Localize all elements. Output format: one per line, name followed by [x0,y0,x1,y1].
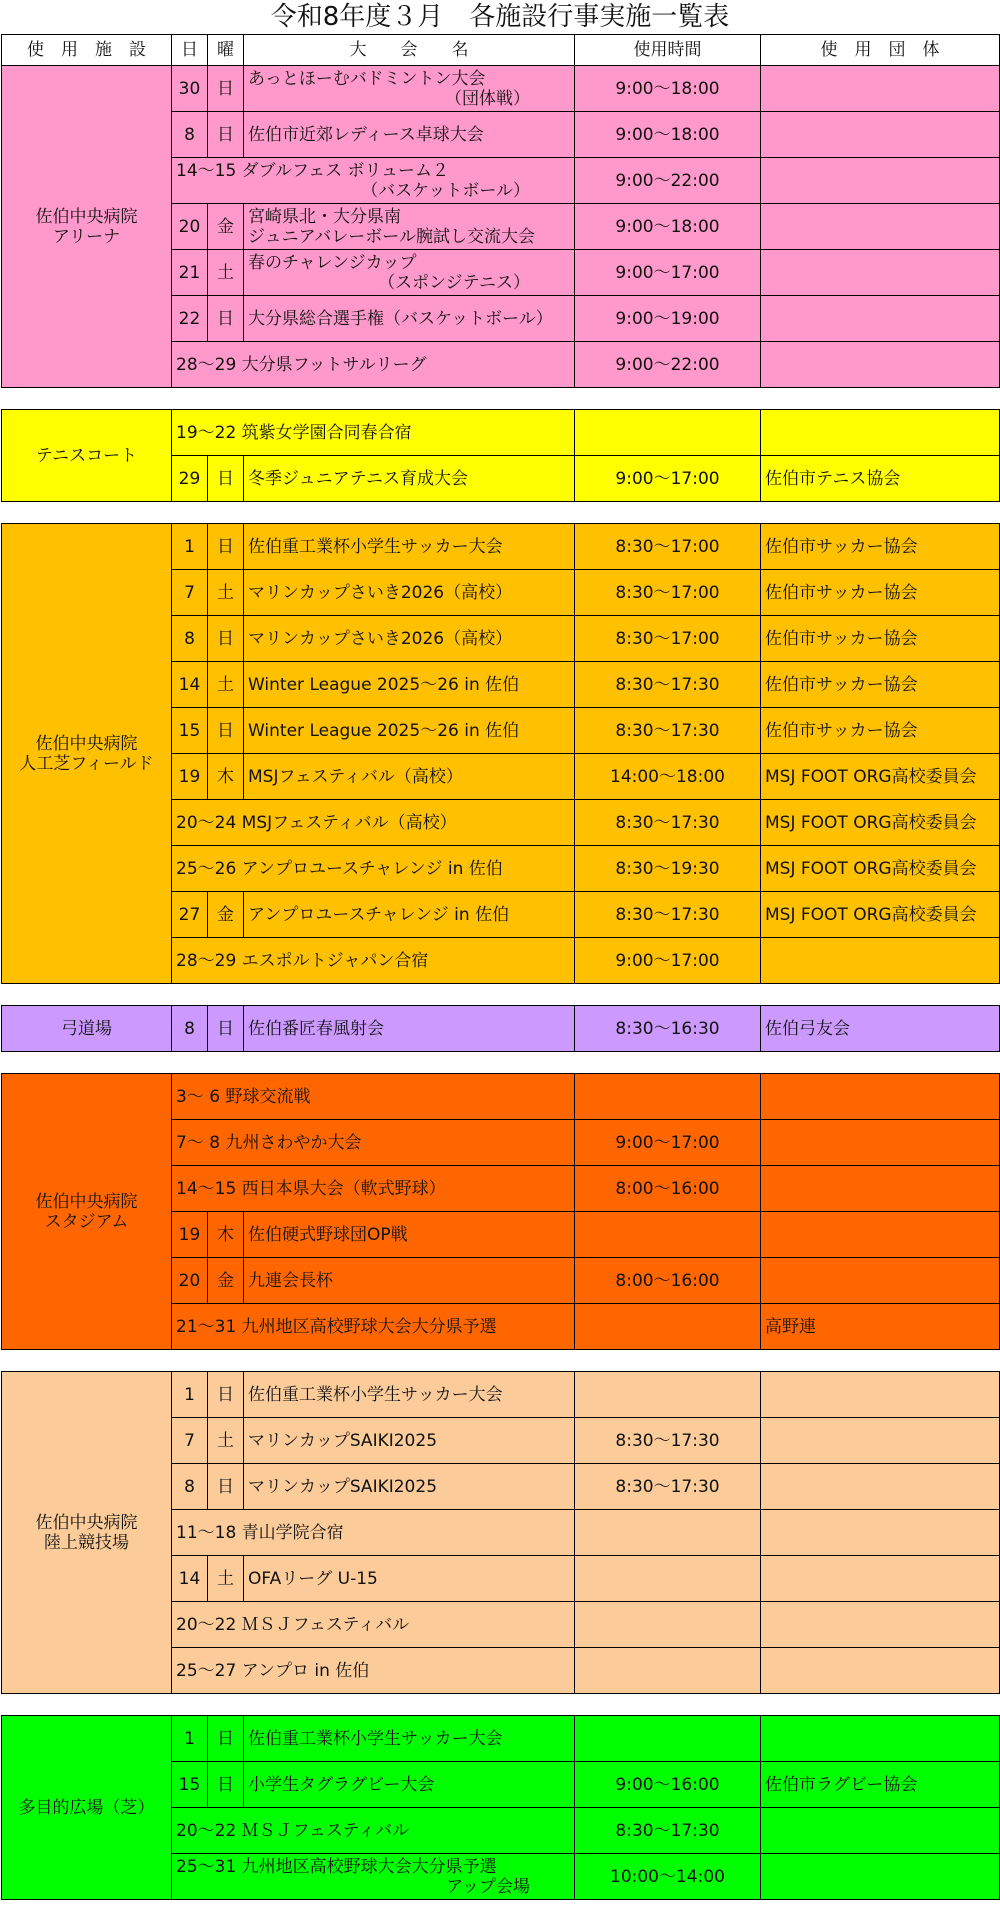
day-cell: 8 [172,1464,208,1510]
time-cell: 9:00～22:00 [575,158,761,204]
event-cell [244,570,575,616]
event-name: Winter League 2025～26 in 佐伯 [248,674,520,695]
event-cell [244,456,575,502]
event-cell [244,1762,575,1808]
weekday-cell: 日 [208,708,244,754]
org-cell: 佐伯市サッカー協会 [761,616,1000,662]
event-name: 九連会長杯 [248,1270,333,1291]
day-cell: 22 [172,296,208,342]
section-gap [2,502,1000,524]
event-name: 春のチャレンジカップ [248,252,417,273]
day-cell: 27 [172,892,208,938]
date-event-line [176,951,570,971]
day-cell: 1 [172,1716,208,1762]
weekday-cell: 日 [208,616,244,662]
table-row [2,1074,1000,1120]
event-name: OFAリーグ U-15 [248,1568,378,1589]
header-day: 日 [172,35,208,66]
facility-line: 弓道場 [61,1018,112,1039]
day-cell: 7 [172,570,208,616]
weekday-cell: 木 [208,754,244,800]
time-cell: 9:00～22:00 [575,342,761,388]
event-cell [244,1716,575,1762]
page-title: 令和8年度３月 各施設行事実施一覧表 [270,2,730,32]
time-cell: 9:00～16:00 [575,1762,761,1808]
org-cell [761,1120,1000,1166]
day-cell: 19 [172,1212,208,1258]
time-cell [575,1510,761,1556]
day-cell: 1 [172,1372,208,1418]
time-cell: 9:00～18:00 [575,204,761,250]
org-cell [761,1464,1000,1510]
event-cell [244,1464,575,1510]
facility-line: 佐伯中央病院 [35,1191,138,1212]
date-event-line [176,1661,570,1681]
date-event-line [176,161,570,181]
date-event-cell [172,1510,575,1556]
weekday-cell: 日 [208,456,244,502]
event-cell [244,708,575,754]
event-name-line2: （スポンジテニス） [378,272,530,293]
facility-line: アリーナ [52,226,121,247]
time-cell [575,1372,761,1418]
table-row [2,524,1000,570]
org-cell: MSJ FOOT ORG高校委員会 [761,754,1000,800]
event-name-line2: ジュニアバレーボール腕試し交流大会 [248,226,535,247]
day-cell: 15 [172,1762,208,1808]
day-range: 3～ 6 [176,1086,221,1107]
org-cell: 佐伯市ラグビー協会 [761,1762,1000,1808]
event-name: MSJフェスティバル（高校） [241,812,457,833]
org-cell [761,1074,1000,1120]
time-cell: 8:30～17:30 [575,1808,761,1854]
day-range: 20～22 [176,1820,237,1841]
org-cell: MSJ FOOT ORG高校委員会 [761,846,1000,892]
org-cell: MSJ FOOT ORG高校委員会 [761,892,1000,938]
table-row [2,1372,1000,1418]
time-cell [575,410,761,456]
day-range: 20～24 [176,812,237,833]
event-name: 佐伯重工業杯小学生サッカー大会 [248,1384,503,1405]
facility-line: 佐伯中央病院 [35,206,138,227]
event-cell [244,204,575,250]
time-cell: 9:00～17:00 [575,250,761,296]
date-event-cell [172,410,575,456]
time-cell: 8:30～17:30 [575,800,761,846]
date-event-line [176,1857,570,1877]
event-name-line2: （団体戦） [445,88,530,109]
day-cell: 14 [172,1556,208,1602]
org-cell: MSJ FOOT ORG高校委員会 [761,800,1000,846]
gap-cell [2,1350,1000,1372]
facility-name-kyudo [2,1006,172,1052]
time-cell [575,1212,761,1258]
event-name: マリンカップSAIKI2025 [248,1476,438,1497]
weekday-cell: 土 [208,570,244,616]
time-cell: 8:30～17:00 [575,570,761,616]
org-cell [761,296,1000,342]
weekday-cell: 金 [208,204,244,250]
date-event-cell [172,1304,575,1350]
time-cell: 8:00～16:00 [575,1166,761,1212]
time-cell: 8:30～17:30 [575,708,761,754]
date-event-cell [172,1808,575,1854]
org-cell: 佐伯市テニス協会 [761,456,1000,502]
section-gap [2,1350,1000,1372]
day-cell: 8 [172,112,208,158]
gap-cell [2,1694,1000,1716]
event-name: 野球交流戦 [225,1086,311,1107]
event-name: 佐伯硬式野球団OP戦 [248,1224,408,1245]
header-facility: 使 用 施 設 [2,35,172,66]
event-cell [244,1006,575,1052]
day-range: 14～15 [176,160,237,181]
org-cell: 佐伯市サッカー協会 [761,524,1000,570]
day-range: 28～29 [176,950,237,971]
weekday-cell: 土 [208,250,244,296]
event-cell [244,1556,575,1602]
org-cell [761,1648,1000,1694]
time-cell: 9:00～19:00 [575,296,761,342]
org-cell [761,1418,1000,1464]
event-name: ＭＳＪフェスティバル [241,1820,410,1841]
event-name: アンプロユースチャレンジ in 佐伯 [241,858,503,879]
time-cell [575,1556,761,1602]
weekday-cell: 日 [208,1716,244,1762]
day-cell: 29 [172,456,208,502]
day-range: 25～27 [176,1660,237,1681]
event-name: 大分県フットサルリーグ [241,354,427,375]
weekday-cell: 日 [208,112,244,158]
org-cell [761,1808,1000,1854]
weekday-cell: 土 [208,662,244,708]
time-cell: 8:30～17:30 [575,892,761,938]
event-name: マリンカップさいき2026（高校） [248,582,513,603]
date-event-cell [172,1854,575,1900]
gap-cell [2,1052,1000,1074]
event-name: マリンカップさいき2026（高校） [248,628,513,649]
event-name: 佐伯重工業杯小学生サッカー大会 [248,536,503,557]
day-cell: 21 [172,250,208,296]
day-cell: 8 [172,616,208,662]
org-cell [761,1510,1000,1556]
day-cell: 14 [172,662,208,708]
day-range: 7～ 8 [176,1132,221,1153]
weekday-cell: 土 [208,1556,244,1602]
event-name: 佐伯番匠春風射会 [248,1018,384,1039]
gap-cell [2,388,1000,410]
time-cell: 8:30～16:30 [575,1006,761,1052]
event-name: 宮崎県北・大分県南 [248,206,401,227]
facility-name-arena [2,66,172,388]
org-cell [761,938,1000,984]
date-event-line [176,1821,570,1841]
time-cell: 8:30～17:30 [575,662,761,708]
event-name: 九州地区高校野球大会大分県予選 [241,1316,497,1337]
time-cell: 9:00～17:00 [575,1120,761,1166]
time-cell: 8:30～17:30 [575,1418,761,1464]
day-range: 21～31 [176,1316,237,1337]
day-cell: 7 [172,1418,208,1464]
event-name: あっとほーむバドミントン大会 [248,68,486,89]
event-cell [244,616,575,662]
day-cell: 15 [172,708,208,754]
date-event-line [176,1317,570,1337]
org-cell [761,1602,1000,1648]
date-event-cell [172,1074,575,1120]
day-range: 11～18 [176,1522,237,1543]
event-name: 冬季ジュニアテニス育成大会 [248,468,468,489]
event-name-line2: （バスケットボール） [361,180,530,201]
org-cell: 佐伯弓友会 [761,1006,1000,1052]
date-event-line [176,813,570,833]
weekday-cell: 日 [208,1006,244,1052]
org-cell [761,204,1000,250]
day-range: 20～22 [176,1614,237,1635]
time-cell: 14:00～18:00 [575,754,761,800]
day-cell: 20 [172,1258,208,1304]
date-event-cell [172,1166,575,1212]
day-range: 28～29 [176,354,237,375]
header-org: 使 用 団 体 [761,35,1000,66]
event-name: 九州さわやか大会 [225,1132,362,1153]
org-cell [761,1854,1000,1900]
org-cell [761,1212,1000,1258]
facility-line: テニスコート [35,445,138,466]
org-cell: 佐伯市サッカー協会 [761,570,1000,616]
time-cell [575,1648,761,1694]
date-event-cell [172,938,575,984]
org-cell [761,1258,1000,1304]
org-cell [761,250,1000,296]
date-event-line [176,1179,570,1199]
time-cell: 8:00～16:00 [575,1258,761,1304]
section-gap [2,1694,1000,1716]
org-cell [761,410,1000,456]
event-cell [244,250,575,296]
day-range: 14～15 [176,1178,237,1199]
time-cell: 9:00～17:00 [575,938,761,984]
event-cell [244,754,575,800]
date-event-cell [172,342,575,388]
date-event-line [176,1087,570,1107]
time-cell: 9:00～17:00 [575,456,761,502]
event-name: エスポルトジャパン合宿 [241,950,429,971]
event-cell [244,66,575,112]
event-name-line2: アップ会場 [446,1876,530,1897]
event-name: 小学生タグラグビー大会 [248,1774,435,1795]
header-event: 大 会 名 [244,35,575,66]
day-cell: 19 [172,754,208,800]
weekday-cell: 金 [208,892,244,938]
org-cell [761,1166,1000,1212]
org-cell [761,1716,1000,1762]
event-cell [244,1258,575,1304]
weekday-cell: 日 [208,524,244,570]
event-cell [244,1212,575,1258]
time-cell: 8:30～17:30 [575,1464,761,1510]
date-event-line [176,355,570,375]
section-gap [2,984,1000,1006]
gap-cell [2,984,1000,1006]
event-name: 九州地区高校野球大会大分県予選 [241,1856,497,1877]
event-name: マリンカップSAIKI2025 [248,1430,438,1451]
weekday-cell: 日 [208,66,244,112]
facility-line: スタジアム [44,1211,129,1232]
header-time: 使用時間 [575,35,761,66]
table-row [2,66,1000,112]
event-name: アンプロユースチャレンジ in 佐伯 [248,904,510,925]
event-cell [244,296,575,342]
weekday-cell: 日 [208,1762,244,1808]
weekday-cell: 金 [208,1258,244,1304]
header-weekday: 曜 [208,35,244,66]
event-cell [244,112,575,158]
table-row [2,1006,1000,1052]
event-cell [244,1372,575,1418]
org-cell [761,66,1000,112]
event-name: 西日本県大会（軟式野球） [241,1178,446,1199]
org-cell [761,1372,1000,1418]
date-event-cell [172,1602,575,1648]
time-cell: 8:30～17:00 [575,616,761,662]
weekday-cell: 日 [208,296,244,342]
date-event-line [176,423,570,443]
facility-name-plaza [2,1716,172,1900]
weekday-cell: 日 [208,1464,244,1510]
time-cell: 8:30～19:30 [575,846,761,892]
weekday-cell: 日 [208,1372,244,1418]
day-range: 25～26 [176,858,237,879]
event-name: 大分県総合選手権（バスケットボール） [248,308,553,329]
event-name: 佐伯市近郊レディース卓球大会 [248,124,484,145]
day-cell: 8 [172,1006,208,1052]
date-event-line [176,1133,570,1153]
org-cell [761,112,1000,158]
event-name: 青山学院合宿 [241,1522,344,1543]
date-event-cell [172,1648,575,1694]
gap-cell [2,502,1000,524]
day-range: 25～31 [176,1856,237,1877]
table-row [2,1716,1000,1762]
event-cell [244,1418,575,1464]
day-range: 19～22 [176,422,237,443]
date-event-cell [172,800,575,846]
facility-line: 多目的広場（芝） [18,1797,155,1818]
event-cell [244,524,575,570]
weekday-cell: 木 [208,1212,244,1258]
facility-line: 人工芝フィールド [19,753,154,774]
event-name: ダブルフェス ボリューム２ [241,160,450,181]
org-cell: 佐伯市サッカー協会 [761,662,1000,708]
date-event-line [176,1615,570,1635]
org-cell [761,1556,1000,1602]
facility-name-stadium [2,1074,172,1350]
header-row [2,35,1000,66]
facility-line: 佐伯中央病院 [35,1512,138,1533]
org-cell [761,342,1000,388]
time-cell [575,1716,761,1762]
section-gap [2,1052,1000,1074]
event-cell [244,662,575,708]
table-row [2,410,1000,456]
org-cell: 佐伯市サッカー協会 [761,708,1000,754]
time-cell [575,1602,761,1648]
event-cell [244,892,575,938]
org-cell: 高野連 [761,1304,1000,1350]
event-name: 佐伯重工業杯小学生サッカー大会 [248,1728,503,1749]
date-event-line [176,1523,570,1543]
day-cell: 1 [172,524,208,570]
facility-line: 陸上競技場 [44,1532,129,1553]
day-cell: 30 [172,66,208,112]
time-cell: 10:00～14:00 [575,1854,761,1900]
date-event-line [176,859,570,879]
event-name: Winter League 2025～26 in 佐伯 [248,720,520,741]
event-name: 筑紫女学園合同春合宿 [241,422,412,443]
facility-name-turf [2,524,172,984]
date-event-cell [172,846,575,892]
event-name: MSJフェスティバル（高校） [248,766,463,787]
time-cell [575,1304,761,1350]
event-name: アンプロ in 佐伯 [241,1660,370,1681]
day-cell: 20 [172,204,208,250]
facility-name-tennis [2,410,172,502]
section-gap [2,388,1000,410]
time-cell: 8:30～17:00 [575,524,761,570]
weekday-cell: 土 [208,1418,244,1464]
event-name: ＭＳＪフェスティバル [241,1614,410,1635]
facility-line: 佐伯中央病院 [35,733,138,754]
time-cell [575,1074,761,1120]
time-cell: 9:00～18:00 [575,66,761,112]
org-cell [761,158,1000,204]
date-event-cell [172,158,575,204]
date-event-cell [172,1120,575,1166]
schedule-table [1,34,1000,1900]
time-cell: 9:00～18:00 [575,112,761,158]
facility-name-athletics [2,1372,172,1694]
